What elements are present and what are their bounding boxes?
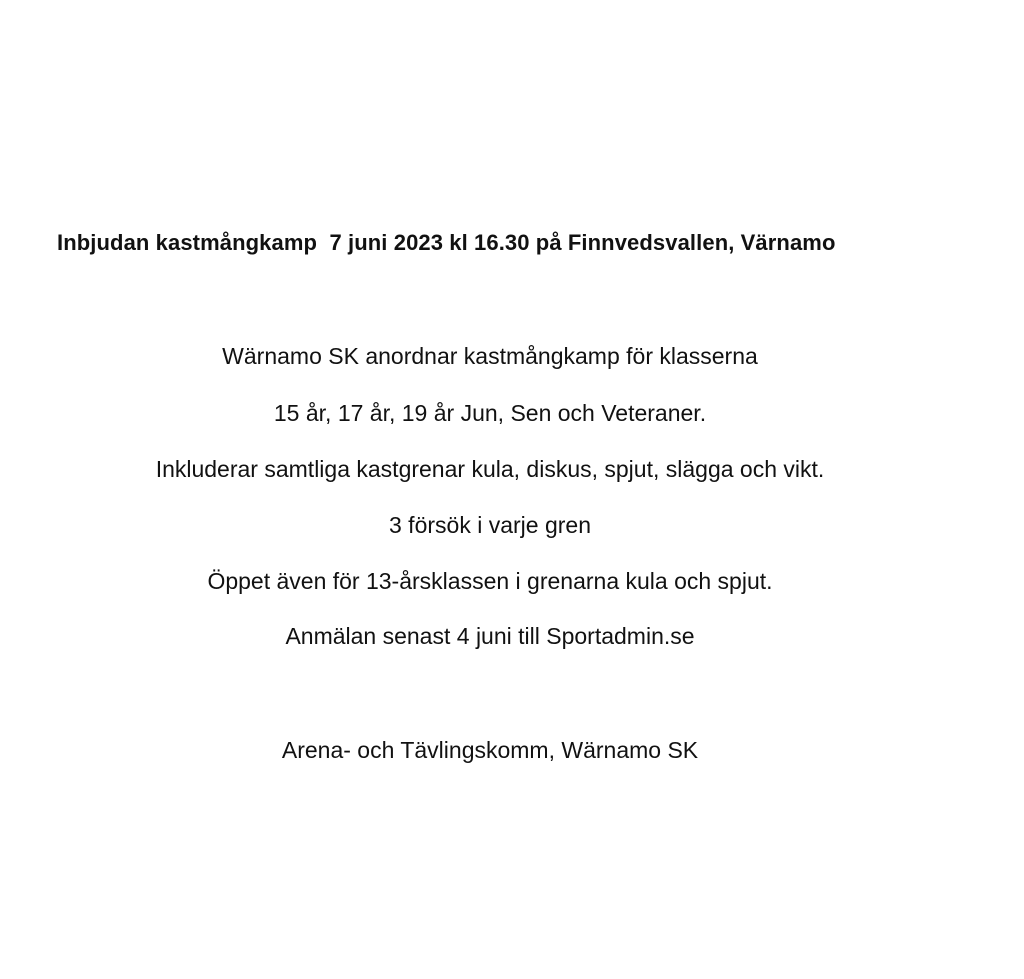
body-line-open-class: Öppet även för 13-årsklassen i grenarna kula och spjut. bbox=[207, 568, 773, 594]
body-line-registration: Anmälan senast 4 juni till Sportadmin.se bbox=[285, 623, 695, 649]
body-line-classes: 15 år, 17 år, 19 år Jun, Sen och Veteraner. bbox=[273, 400, 707, 426]
invitation-title: Inbjudan kastmångkamp 7 juni 2023 kl 16.30 på Finnvedsvallen, Värnamo bbox=[57, 230, 836, 255]
body-line-attempts: 3 försök i varje gren bbox=[389, 512, 591, 538]
signature: Arena- och Tävlingskomm, Wärnamo SK bbox=[281, 737, 699, 763]
body-line-events: Inkluderar samtliga kastgrenar kula, diskus, spjut, slägga och vikt. bbox=[155, 456, 825, 482]
body-line-organizer: Wärnamo SK anordnar kastmångkamp för klasserna bbox=[222, 343, 758, 369]
